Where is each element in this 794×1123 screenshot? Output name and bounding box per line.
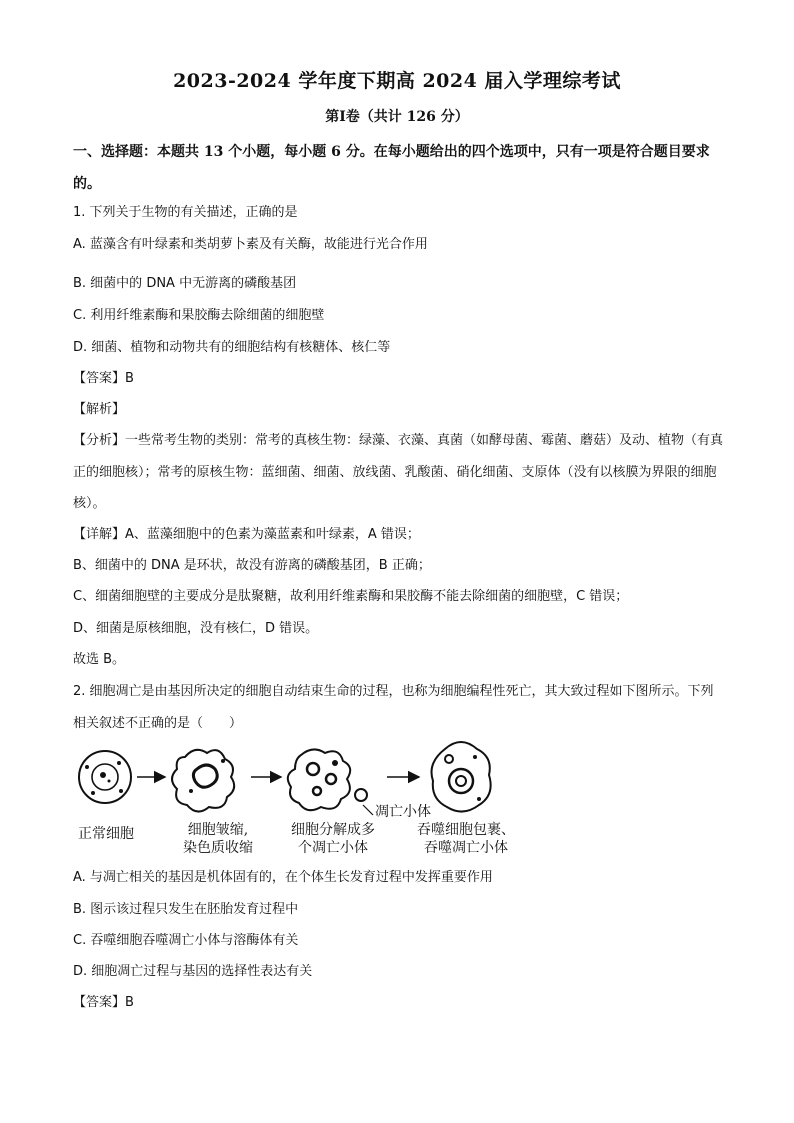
q1-answer: 【答案】B <box>73 371 134 386</box>
q1-analysis-text: 【分析】一些常考生物的类别：常考的真核生物：绿藻、衣藻、真菌（如酵母菌、霉菌、蘑菇）及动、植物（有真正的细胞核）；常考的原核生物：蓝细菌、细菌、放线菌、乳酸菌、硝化细菌、支原体（没有以核膜为界限的细胞核）。 <box>73 433 724 511</box>
normal-cell <box>79 751 131 803</box>
q1-detail-a: 【详解】A、蓝藻细胞中的色素为藻蓝素和叶绿素，A 错误； <box>73 527 420 542</box>
q1-conclusion: 故选 B。 <box>73 652 126 667</box>
caption-normal-cell: 正常细胞 <box>78 826 134 842</box>
caption-fragmenting: 细胞分解成多 个凋亡小体 <box>291 822 375 856</box>
q1-detail-b: B、细菌中的 DNA 是环状，故没有游离的磷酸基团，B 正确； <box>73 558 431 573</box>
exam-title: 2023-2024 学年度下期高 2024 届入学理综考试 <box>173 70 621 92</box>
q2-option-b: B. 图示该过程只发生在胚胎发育过程中 <box>73 902 299 917</box>
q2-option-c: C. 吞噬细胞吞噬凋亡小体与溶酶体有关 <box>73 933 299 948</box>
q1-option-a: A. 蓝藻含有叶绿素和类胡萝卜素及有关酶，故能进行光合作用 <box>73 237 428 252</box>
q2-option-d: D. 细胞凋亡过程与基因的选择性表达有关 <box>73 964 313 979</box>
caption-shrinking: 细胞皱缩, 染色质收缩 <box>183 822 253 856</box>
callout-apoptotic-body: 凋亡小体 <box>375 804 431 820</box>
section-heading: 一、选择题：本题共 13 个小题，每小题 6 分。在每小题给出的四个选项中，只有一项是符合题目要求的。 <box>73 144 710 192</box>
q2-stem: 2. 细胞凋亡是由基因所决定的细胞自动结束生命的过程，也称为细胞编程性死亡，其大致过程如下图所示。下列相关叙述不正确的是（ ） <box>73 684 714 731</box>
q2-option-a: A. 与凋亡相关的基因是机体固有的，在个体生长发育过程中发挥重要作用 <box>73 870 493 885</box>
q1-analysis-label: 【解析】 <box>73 402 126 417</box>
fragmenting-cell <box>288 749 367 810</box>
callout-leader <box>363 805 373 815</box>
q1-detail-c: C、细菌细胞壁的主要成分是肽聚糖，故利用纤维素酶和果胶酶不能去除细菌的细胞壁，C 错误； <box>73 589 629 604</box>
exam-subtitle: 第Ⅰ卷（共计 126 分） <box>325 109 469 125</box>
apoptosis-figure <box>73 735 533 860</box>
q1-option-c: C. 利用纤维素酶和果胶酶去除细菌的细胞壁 <box>73 308 325 323</box>
q1-option-b: B. 细菌中的 DNA 中无游离的磷酸基团 <box>73 276 297 291</box>
q2-answer: 【答案】B <box>73 995 134 1010</box>
phagocyte-cell <box>432 742 491 812</box>
q1-option-d: D. 细菌、植物和动物共有的细胞结构有核糖体、核仁等 <box>73 340 391 355</box>
q1-detail-d: D、细菌是原核细胞，没有核仁，D 错误。 <box>73 621 319 636</box>
q1-stem: 1. 下列关于生物的有关描述，正确的是 <box>73 205 298 220</box>
caption-phagocytosis: 吞噬细胞包裹、 吞噬凋亡小体 <box>417 822 515 856</box>
shrinking-cell <box>172 750 234 812</box>
